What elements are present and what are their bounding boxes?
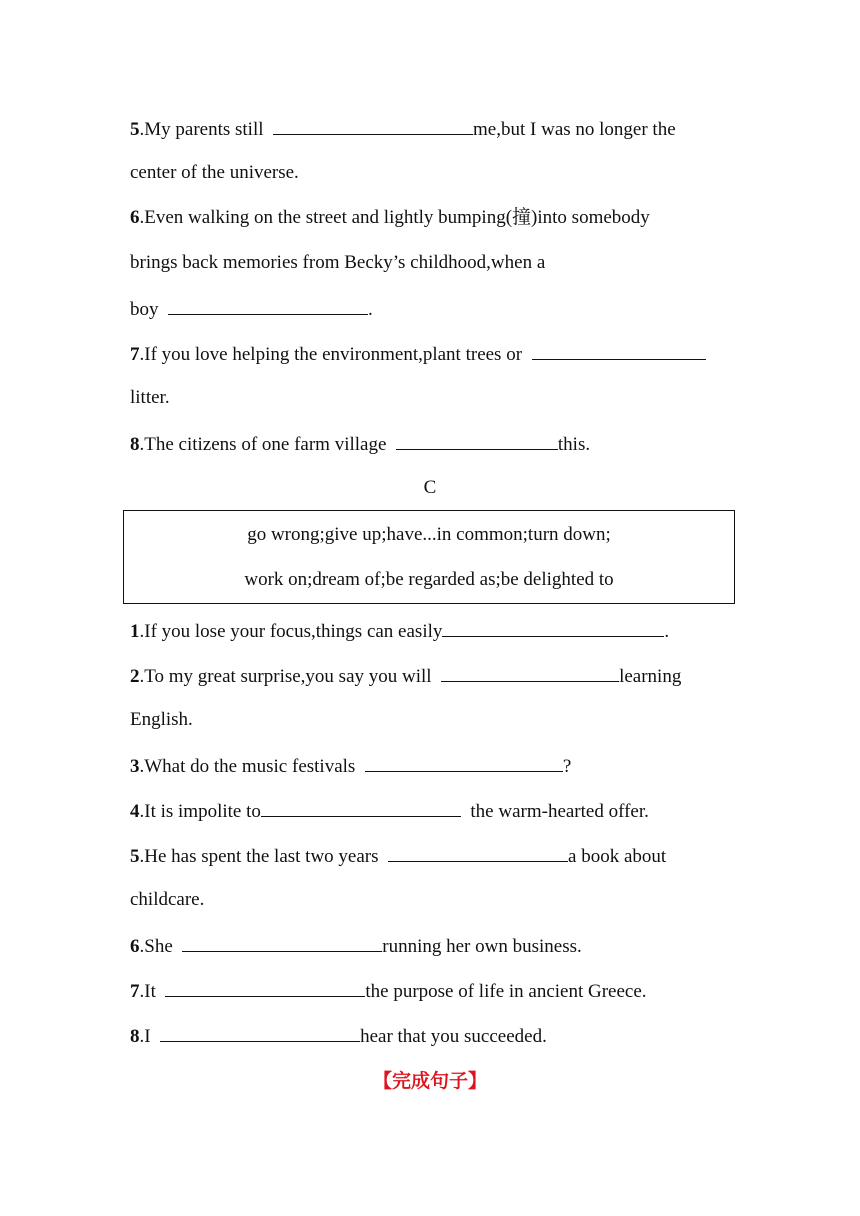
answer-blank[interactable] <box>388 843 568 862</box>
answer-blank[interactable] <box>261 798 461 817</box>
question-c2 <box>130 663 681 689</box>
word-bank-line-2: work on;dream of;be regarded as;be delighted to <box>244 569 614 590</box>
answer-blank[interactable] <box>396 431 558 450</box>
question-b6 <box>130 206 650 230</box>
question-b8 <box>130 431 590 457</box>
question-text-after: running her own business. <box>382 936 582 957</box>
question-c8 <box>130 1023 547 1049</box>
question-number: 6 <box>130 936 140 957</box>
question-text: .He has spent the last two years <box>139 846 379 867</box>
question-number: 5 <box>130 846 140 867</box>
word-bank-line-1: go wrong;give up;have...in common;turn down; <box>247 524 611 545</box>
question-text: .It is impolite to <box>139 801 261 822</box>
question-b7-continued: litter. <box>130 387 170 408</box>
question-c6 <box>130 933 582 959</box>
question-number: 7 <box>130 981 140 1002</box>
word-bank-box <box>123 510 735 604</box>
question-number: 2 <box>130 666 140 687</box>
question-b7 <box>130 341 706 367</box>
question-text: .If you lose your focus,things can easily <box>139 621 443 642</box>
answer-blank[interactable] <box>168 296 368 315</box>
question-text: .She <box>139 936 173 957</box>
question-text-after: . <box>368 299 373 320</box>
section-heading: 【完成句子】 <box>372 1070 487 1092</box>
question-text: .It <box>139 981 156 1002</box>
question-text-after: learning <box>619 666 682 687</box>
question-text: .To my great surprise,you say you will <box>139 666 432 687</box>
question-number: 6 <box>130 207 140 228</box>
question-text-after: a book about <box>568 846 667 867</box>
answer-blank[interactable] <box>160 1023 360 1042</box>
question-text: .If you love helping the environment,plant trees or <box>139 344 523 365</box>
question-text: .Even walking on the street and lightly bumping(撞)into somebody <box>139 207 650 228</box>
question-number: 7 <box>130 344 140 365</box>
question-text-after: this. <box>557 434 591 455</box>
section-c-label: C <box>423 477 437 498</box>
answer-blank[interactable] <box>442 618 664 637</box>
question-text-after: ? <box>562 756 572 777</box>
question-c1 <box>130 618 669 644</box>
question-number: 8 <box>130 434 140 455</box>
question-text-after: the warm-hearted offer. <box>470 801 649 822</box>
question-c5-continued: childcare. <box>130 889 205 910</box>
question-b6-continued: brings back memories from Becky’s childhood,when a <box>130 252 546 273</box>
question-number: 8 <box>130 1026 140 1047</box>
question-text-after: the purpose of life in ancient Greece. <box>365 981 647 1002</box>
question-c2-continued: English. <box>130 709 193 730</box>
question-number: 4 <box>130 801 140 822</box>
question-c5 <box>130 843 666 869</box>
question-text-after: . <box>664 621 670 642</box>
question-c3 <box>130 753 571 779</box>
answer-blank[interactable] <box>182 933 382 952</box>
question-text: .I <box>139 1026 151 1047</box>
question-b5-continued: center of the universe. <box>130 162 299 183</box>
question-text: .What do the music festivals <box>139 756 356 777</box>
question-c4 <box>130 798 649 824</box>
question-text: .My parents still <box>139 119 264 140</box>
question-number: 1 <box>130 621 140 642</box>
question-text: .The citizens of one farm village <box>139 434 387 455</box>
question-b6-continued-2 <box>130 296 373 322</box>
answer-blank[interactable] <box>273 116 473 135</box>
question-number: 3 <box>130 756 140 777</box>
question-c7 <box>130 978 647 1004</box>
question-number: 5 <box>130 119 140 140</box>
question-text-after: hear that you succeeded. <box>360 1026 547 1047</box>
question-text-after: me,but I was no longer the <box>473 119 676 140</box>
answer-blank[interactable] <box>532 341 706 360</box>
question-text: boy <box>130 299 159 320</box>
answer-blank[interactable] <box>441 663 619 682</box>
answer-blank[interactable] <box>365 753 563 772</box>
answer-blank[interactable] <box>165 978 365 997</box>
question-b5 <box>130 116 676 142</box>
